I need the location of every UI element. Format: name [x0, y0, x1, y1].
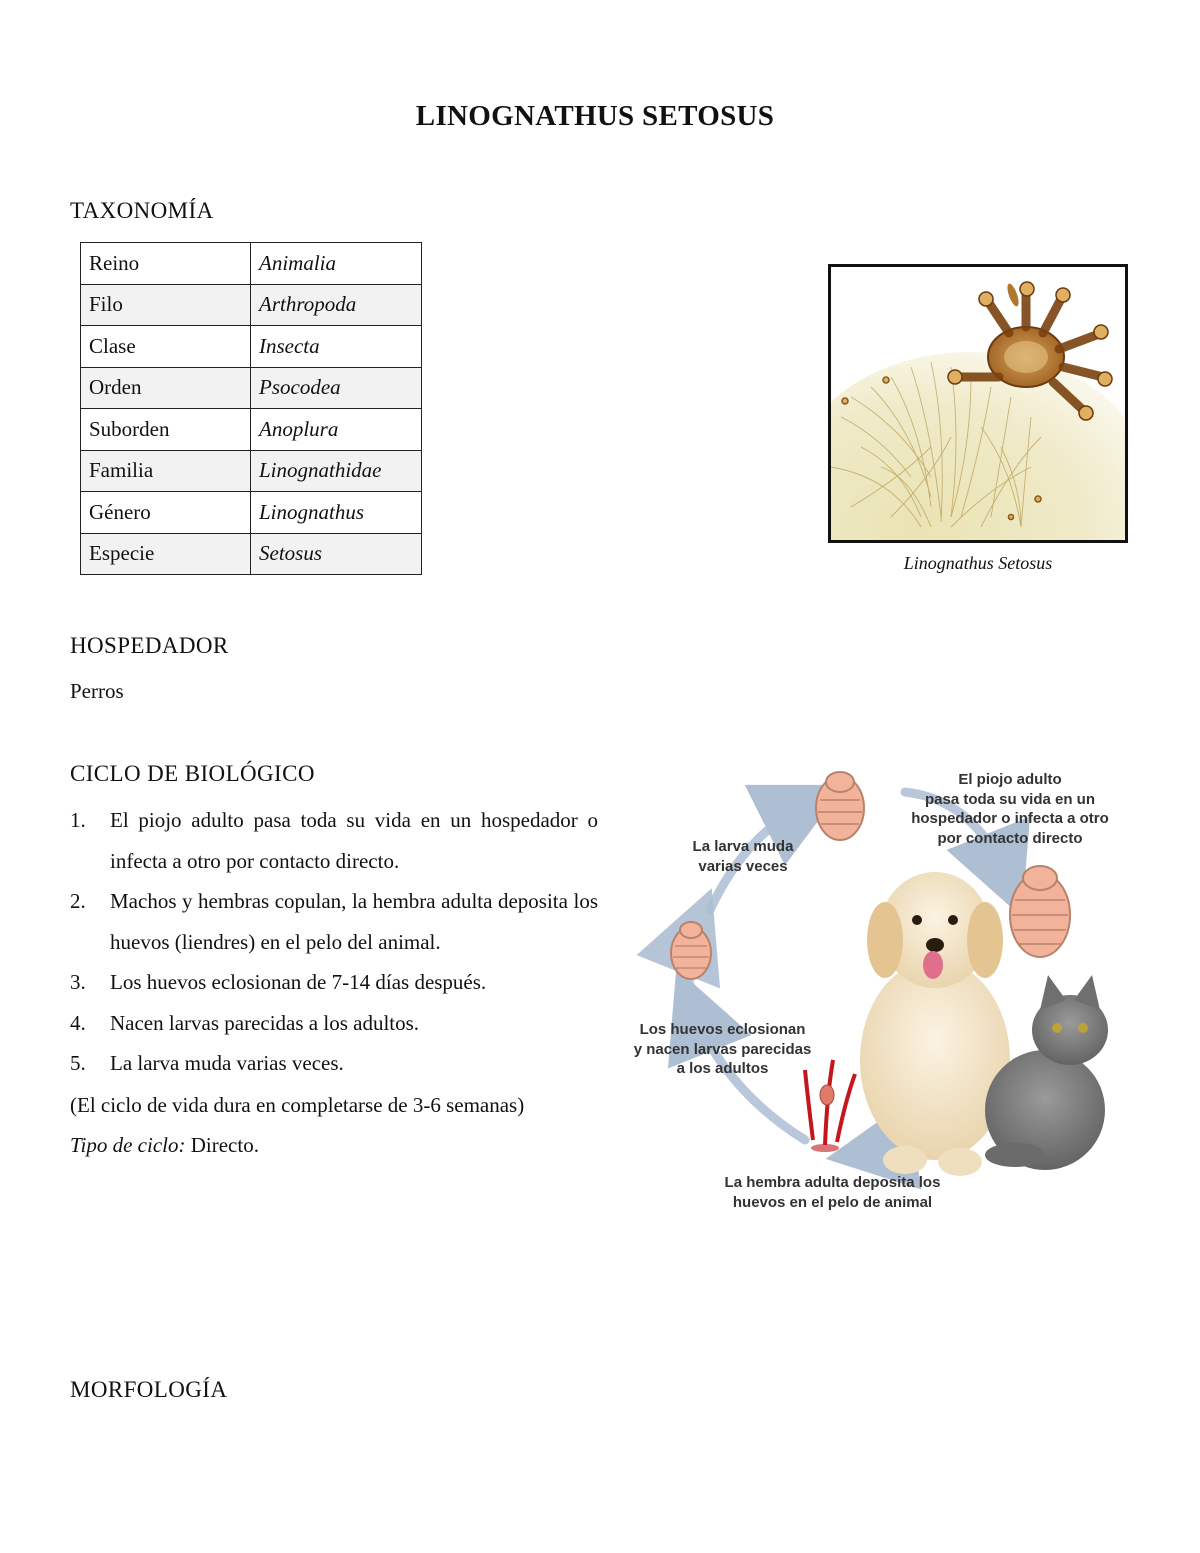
taxonomy-rank: Reino: [81, 243, 251, 285]
cycle-step: [70, 1003, 598, 1044]
cycle-type-value: Directo.: [190, 1133, 259, 1157]
taxonomy-rank: Suborden: [81, 409, 251, 451]
morphology-heading: MORFOLOGÍA: [70, 1377, 228, 1402]
life-cycle-diagram: [615, 760, 1140, 1220]
taxonomy-row: [81, 326, 422, 368]
dog-illustration: [860, 872, 1010, 1176]
cycle-step-number: 5.: [70, 1051, 86, 1075]
cycle-step-number: 1.: [70, 808, 86, 832]
louse-photo: [828, 264, 1128, 543]
diagram-label-adult: El piojo adulto pasa toda su vida en un hospedador o infecta a otro por contacto directo: [911, 771, 1109, 847]
cycle-step: [70, 881, 598, 962]
taxonomy-rank: Filo: [81, 284, 251, 326]
taxonomy-row: [81, 492, 422, 534]
taxonomy-value: Insecta: [251, 326, 422, 368]
louse-large-icon: [1010, 866, 1070, 957]
cycle-step-text: Machos y hembras copulan, la hembra adulta deposita los huevos (liendres) en el pelo del animal.: [110, 889, 598, 954]
diagram-label-larva: La larva muda varias veces: [692, 838, 794, 875]
cycle-step-number: 2.: [70, 889, 86, 913]
taxonomy-row: [81, 409, 422, 451]
taxonomy-value: Anoplura: [251, 409, 422, 451]
cycle-step: [70, 1043, 598, 1084]
taxonomy-value: Psocodea: [251, 367, 422, 409]
louse-larva-icon: [671, 922, 711, 979]
louse-micrograph-illustration: [831, 267, 1125, 540]
louse-adult-icon: [816, 772, 864, 840]
diagram-label-eggs: Los huevos eclosionan y nacen larvas parecidas a los adultos: [633, 1021, 812, 1077]
taxonomy-rank: Clase: [81, 326, 251, 368]
cycle-step: [70, 800, 598, 881]
cycle-step: [70, 962, 598, 1003]
taxonomy-heading: TAXONOMÍA: [70, 198, 214, 223]
cycle-duration: (El ciclo de vida dura en completarse de 3-6 semanas): [70, 1093, 525, 1117]
taxonomy-value: Linognathidae: [251, 450, 422, 492]
cycle-step-text: El piojo adulto pasa toda su vida en un hospedador o infecta a otro por contacto directo.: [110, 808, 598, 873]
taxonomy-value: Animalia: [251, 243, 422, 285]
cycle-step-text: Nacen larvas parecidas a los adultos.: [110, 1010, 420, 1035]
host-heading: HOSPEDADOR: [70, 633, 229, 658]
taxonomy-row: [81, 533, 422, 575]
cycle-type: [70, 1133, 259, 1158]
taxonomy-row: [81, 450, 422, 492]
taxonomy-row: [81, 367, 422, 409]
diagram-label-female: La hembra adulta deposita los huevos en el pelo de animal: [724, 1174, 941, 1211]
taxonomy-rank: Orden: [81, 367, 251, 409]
taxonomy-rank: Género: [81, 492, 251, 534]
cycle-steps-list: [70, 800, 598, 1084]
taxonomy-table: [80, 242, 422, 575]
taxonomy-value: Arthropoda: [251, 284, 422, 326]
page-title: LINOGNATHUS SETOSUS: [415, 100, 775, 132]
figure-caption: Linognathus Setosus: [903, 553, 1053, 573]
taxonomy-rank: Especie: [81, 533, 251, 575]
taxonomy-row: [81, 243, 422, 285]
cycle-step-text: Los huevos eclosionan de 7-14 días después.: [110, 970, 487, 994]
taxonomy-value: Setosus: [251, 533, 422, 575]
cycle-step-number: 3.: [70, 970, 86, 994]
cycle-step-text: La larva muda varias veces.: [110, 1051, 344, 1075]
cat-illustration: [985, 975, 1108, 1170]
cycle-heading: CICLO DE BIOLÓGICO: [70, 761, 315, 786]
taxonomy-rank: Familia: [81, 450, 251, 492]
cycle-step-number: 4.: [70, 1010, 86, 1035]
host-text: Perros: [70, 679, 124, 703]
taxonomy-row: [81, 284, 422, 326]
taxonomy-value: Linognathus: [251, 492, 422, 534]
cycle-type-label: Tipo de ciclo:: [70, 1133, 186, 1157]
